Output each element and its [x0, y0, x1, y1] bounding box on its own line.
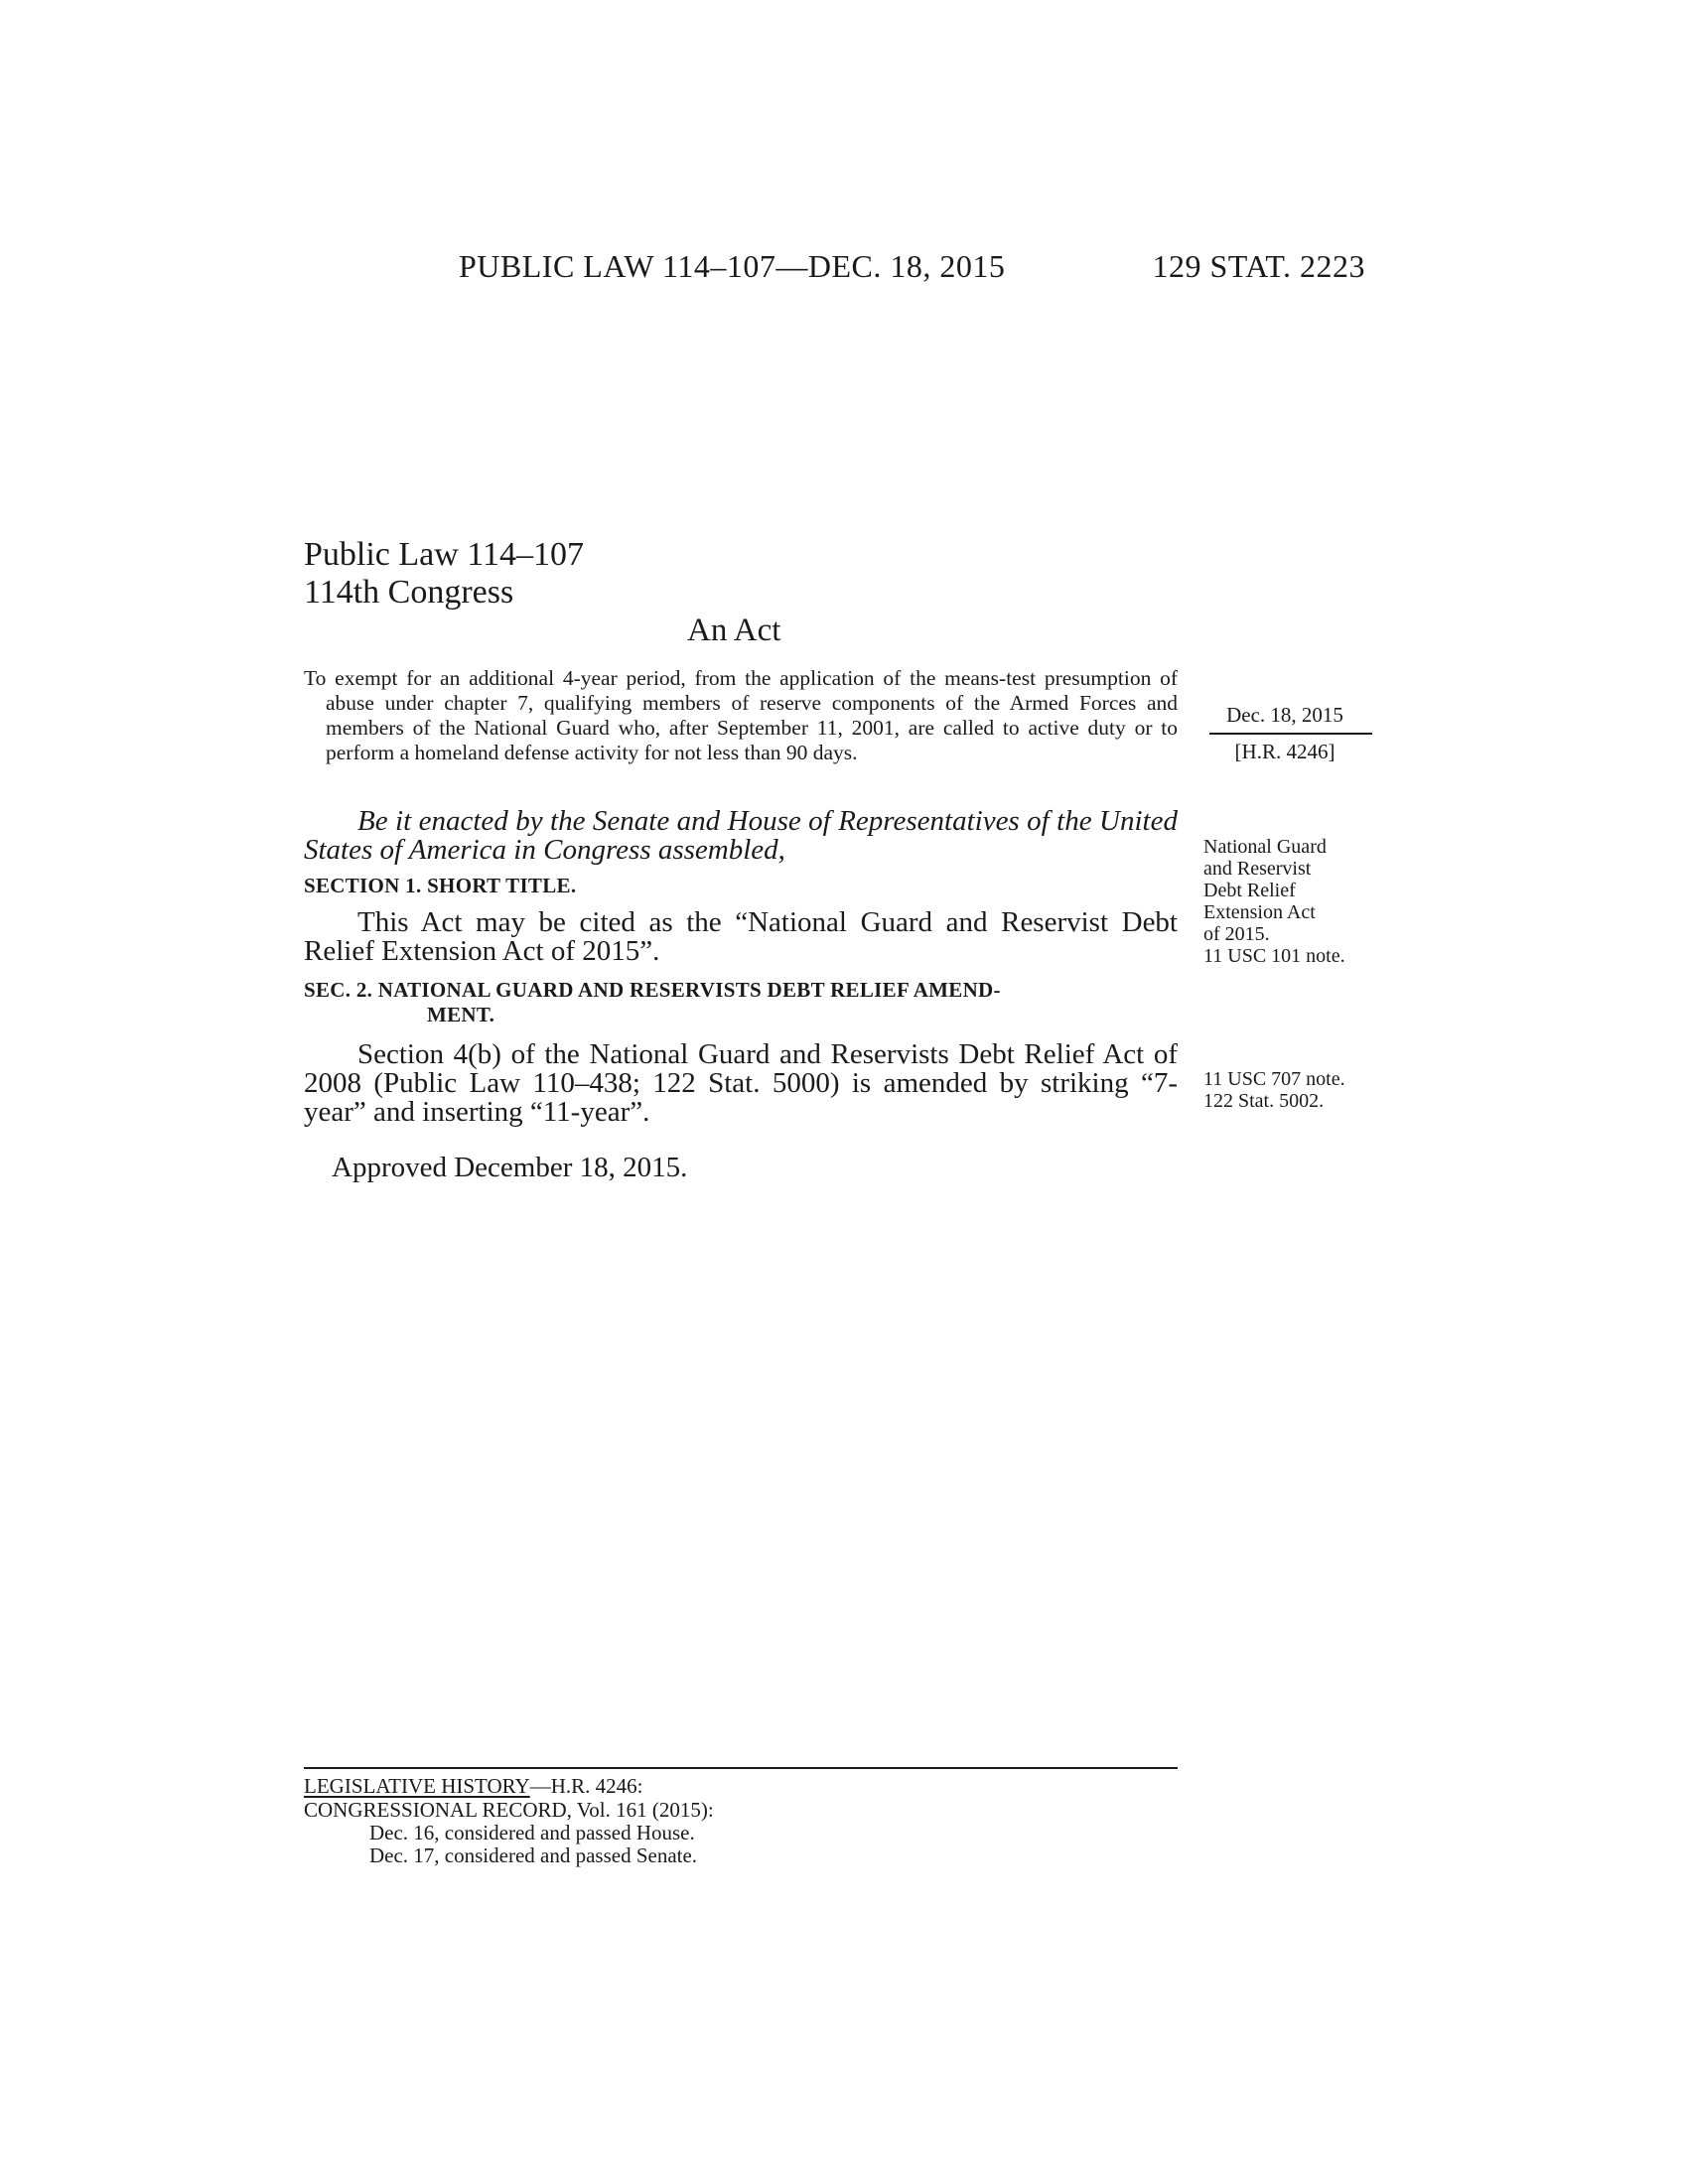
- bill-number: [H.R. 4246]: [1234, 740, 1336, 763]
- margin-note-line: 122 Stat. 5002.: [1203, 1090, 1325, 1112]
- margin-note-short-title: [1203, 836, 1345, 967]
- legislative-history-bill: —H.R. 4246:: [529, 1774, 643, 1798]
- running-header-page: 129 STAT. 2223: [1152, 248, 1365, 284]
- legislative-history-label: LEGISLATIVE HISTORY: [304, 1774, 530, 1798]
- margin-note-line: 11 USC 101 note.: [1203, 945, 1345, 967]
- section-2-body: Section 4(b) of the National Guard and Reservists Debt Relief Act of 2008 (Public Law 110–438; 122 Stat. 5000) is amended by striking “7-year” and inserting “11-year”.: [304, 1038, 1178, 1128]
- section-2-heading-line1: SEC. 2. NATIONAL GUARD AND RESERVISTS DEBT RELIEF AMEND-: [304, 978, 1001, 1002]
- approval-line: Approved December 18, 2015.: [332, 1152, 688, 1183]
- section-2-heading-line2: MENT.: [427, 1003, 495, 1026]
- section-1-heading: SECTION 1. SHORT TITLE.: [304, 874, 577, 897]
- section-1-body: This Act may be cited as the “National Guard and Reservist Debt Relief Extension Act of 2015”.: [304, 906, 1178, 967]
- history-item-senate: Dec. 17, considered and passed Senate.: [369, 1843, 698, 1867]
- margin-note-amendment: [1203, 1068, 1345, 1112]
- footer-divider: [304, 1767, 1178, 1769]
- act-title: An Act: [687, 613, 781, 648]
- public-law-number: Public Law 114–107: [304, 536, 585, 573]
- margin-note-line: Extension Act: [1203, 901, 1316, 923]
- long-title-text: To exempt for an additional 4-year period, from the application of the means-test presumption of abuse under chapter 7, qualifying members of reserve components of the Armed Forces and members of the National Guard who, after September 11, 2001, are called to active duty or to perform a homeland defense activity for not less than 90 days.: [304, 666, 1178, 764]
- congress-number: 114th Congress: [304, 574, 514, 611]
- margin-note-line: Debt Relief: [1203, 880, 1296, 901]
- enactment-date: Dec. 18, 2015: [1226, 703, 1343, 727]
- side-divider: [1209, 733, 1372, 735]
- congressional-record: CONGRESSIONAL RECORD, Vol. 161 (2015):: [304, 1798, 714, 1822]
- enacting-clause: Be it enacted by the Senate and House of Representatives of the United States of America in Congress assembled,: [304, 805, 1178, 866]
- margin-note-line: 11 USC 707 note.: [1203, 1068, 1345, 1090]
- margin-note-line: National Guard: [1203, 836, 1327, 858]
- section-2-heading: [304, 978, 1178, 1027]
- long-title: [304, 666, 1178, 765]
- margin-note-line: and Reservist: [1203, 858, 1312, 880]
- margin-note-line: of 2015.: [1203, 923, 1270, 945]
- running-header-left: PUBLIC LAW 114–107—DEC. 18, 2015: [459, 248, 1006, 284]
- history-item-house: Dec. 16, considered and passed House.: [369, 1821, 695, 1844]
- legislative-history-heading: [304, 1774, 642, 1798]
